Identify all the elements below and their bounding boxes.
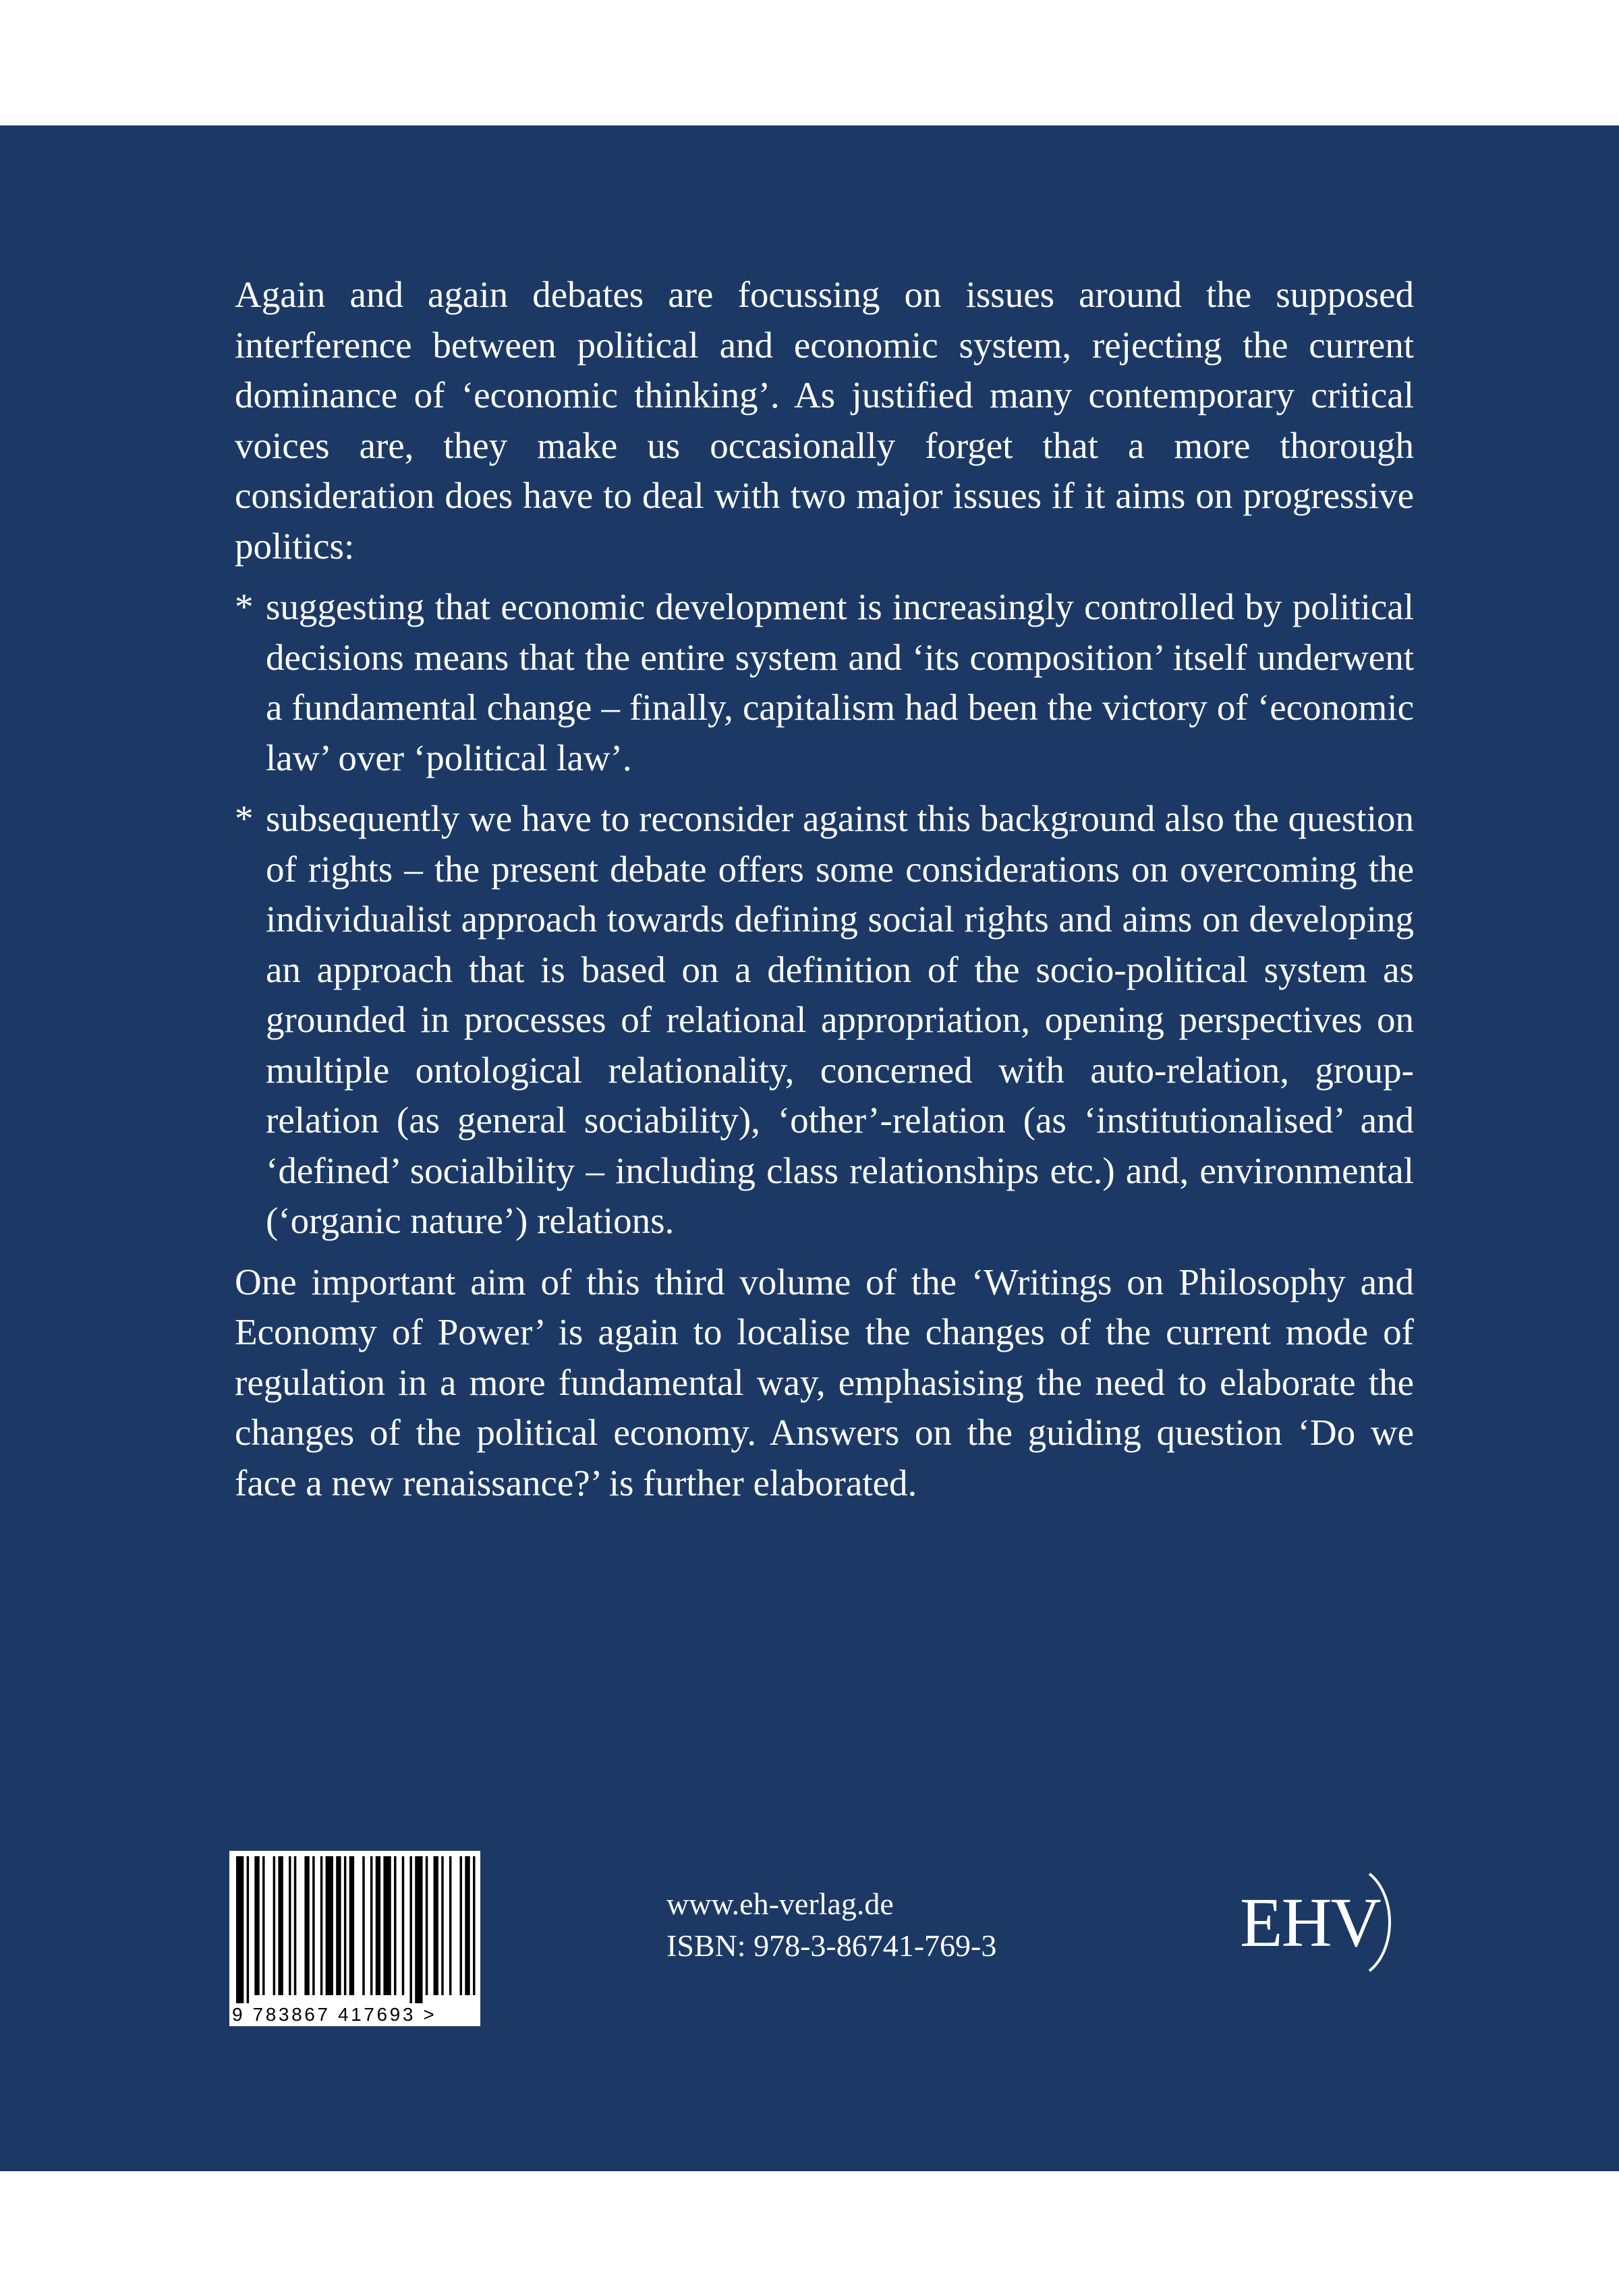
barcode-bar <box>289 1856 291 1995</box>
blurb-bullet-2 <box>235 794 1414 1246</box>
barcode-bar <box>376 1856 380 1995</box>
barcode-bar <box>294 1856 297 1995</box>
barcode-bar <box>415 1856 422 2003</box>
barcode-bar <box>254 1856 259 1995</box>
blurb-intro-paragraph: Again and again debates are focussing on issues around the supposed interference between political and economic system, rejecting the current dominance of ‘economic thinking’. As justified many contemporary critical voices are, they make us occasionally forget that a more thorough consideration does have to deal with two major issues if it aims on progressive politics: <box>235 274 1414 567</box>
barcode-bar <box>273 1856 276 1995</box>
bullet-marker: * <box>235 798 254 839</box>
barcode-bar <box>426 1856 428 1995</box>
barcode-bar <box>383 1856 391 1995</box>
barcode-bar <box>344 1856 347 1995</box>
barcode-bar <box>349 1856 354 1995</box>
barcode-bar <box>320 1856 323 1995</box>
barcode-bar <box>362 1856 365 1995</box>
barcode-digits: 9 783867 417693 > <box>232 2004 437 2025</box>
barcode-bar <box>473 1856 476 1995</box>
barcode-bar <box>409 1856 412 2003</box>
bullet-text: suggesting that economic development is increasingly controlled by political decisions means that the entire system and ‘its composition’ itself underwent a fundamental change – finally, capitalism had been the victory of ‘economic law’ over ‘political law’. <box>266 586 1414 778</box>
barcode-bar <box>449 1856 452 1995</box>
blurb-text <box>235 270 1414 1519</box>
bullet-marker: * <box>235 586 254 627</box>
barcode-bar <box>278 1856 283 1995</box>
barcode-bar <box>247 1856 250 2003</box>
barcode-bar <box>434 1856 438 1995</box>
ehv-logo <box>1234 1862 1417 1983</box>
barcode-bar <box>304 1856 309 1995</box>
isbn-number: ISBN: 978-3-86741-769-3 <box>666 1928 997 1963</box>
blurb-bullet-1 <box>235 582 1414 783</box>
blurb-closing-paragraph: One important aim of this third volume of the ‘Writings on Philosophy and Economy of Power’ is again to localise the changes of the current mode of regulation in a more fundamental way, emphasising the need to elaborate the changes of the political economy. Answers on the guiding question ‘Do we face a new renaissance?’ is further elaborated. <box>235 1261 1414 1503</box>
barcode-bar <box>441 1856 444 1995</box>
barcode-bar <box>370 1856 373 1995</box>
barcode-bars <box>229 1851 480 2003</box>
barcode-bar <box>402 1856 405 1995</box>
barcode-bar <box>326 1856 333 1995</box>
publisher-website: www.eh-verlag.de <box>666 1887 894 1921</box>
bullet-text: subsequently we have to reconsider against this background also the question of rights – the present debate offers some considerations on overcoming the individualist approach towards defining social rights and aims on developing an approach that is based on a definition of the socio-political system as grounded in processes of relational appropriation, opening perspectives on multiple ontological relationality, concerned with auto-relation, group-relation (as general sociability), ‘other’-relation (as ‘institutionalised’ and ‘defined’ socialbility – including class relationships etc.) and, environmental (‘organic nature’) relations. <box>266 798 1414 1241</box>
barcode-bar <box>460 1856 463 1995</box>
logo-text: EHV <box>1240 1884 1380 1961</box>
barcode-bar <box>262 1856 265 1995</box>
barcode-bar <box>465 1856 470 1995</box>
barcode-bar <box>336 1856 341 1995</box>
publisher-info <box>666 1883 996 1967</box>
barcode-bar <box>394 1856 397 1995</box>
barcode-bar <box>312 1856 315 1995</box>
isbn-barcode <box>229 1851 480 2026</box>
barcode-bar <box>236 1856 244 2003</box>
